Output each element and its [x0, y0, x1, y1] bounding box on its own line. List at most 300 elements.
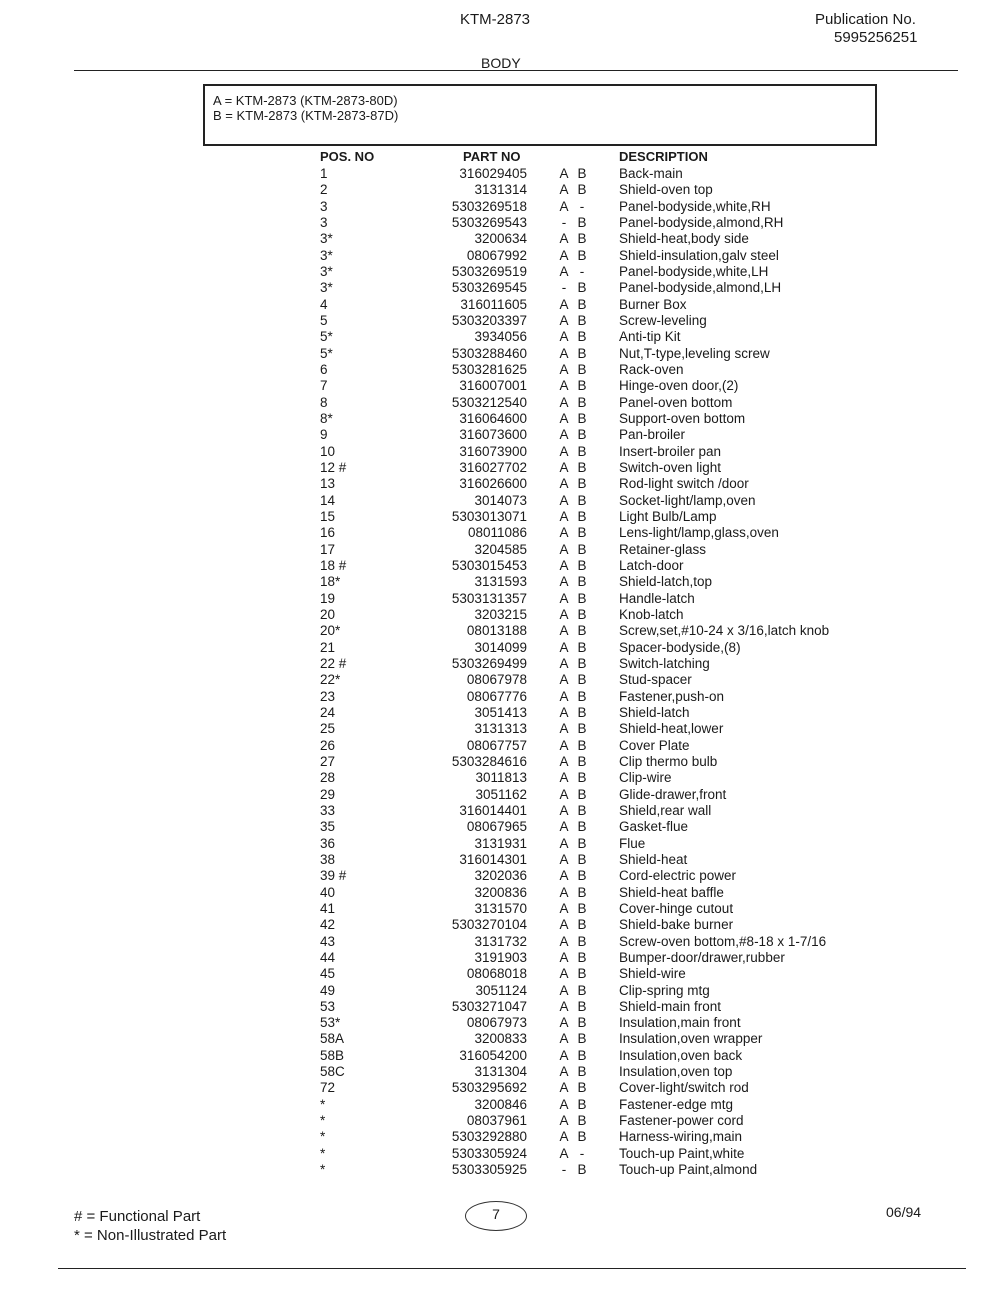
cell-model-b: - — [579, 263, 585, 279]
cell-description: Shield-heat baffle — [619, 884, 724, 900]
cell-model-a: - — [561, 1162, 567, 1178]
cell-pos: 29 — [320, 786, 336, 802]
cell-description: Latch-door — [619, 557, 684, 573]
cell-model-b: B — [577, 998, 587, 1014]
cell-description: Screw,set,#10-24 x 3/16,latch knob — [619, 623, 830, 639]
cell-part-number: 316029405 — [459, 166, 527, 181]
cell-model-b: B — [577, 770, 587, 786]
cell-model-b: B — [577, 443, 587, 459]
cell-model-a: A — [559, 1145, 569, 1161]
cell-part-number: 5303269519 — [451, 263, 527, 279]
cell-description: Rack-oven — [619, 361, 684, 377]
cell-model-b: B — [577, 851, 587, 867]
cell-model-b: B — [577, 541, 587, 557]
cell-description: Socket-light/lamp,oven — [619, 492, 756, 508]
cell-part-number: 3200836 — [474, 884, 527, 900]
cell-description: Stud-spacer — [619, 672, 692, 688]
cell-description: Lens-light/lamp,glass,oven — [619, 525, 779, 541]
cell-part-number: 5303284616 — [451, 753, 527, 769]
cell-description: Clip-wire — [619, 770, 672, 786]
cell-description: Flue — [619, 835, 646, 851]
cell-model-a: A — [559, 1096, 569, 1112]
cell-pos: 58C — [320, 1064, 345, 1080]
table-row — [0, 1048, 1000, 1064]
table-row — [0, 999, 1000, 1015]
cell-model-b: B — [577, 182, 587, 198]
table-row — [0, 264, 1000, 280]
cell-part-number: 5303271047 — [451, 998, 527, 1014]
cell-part-number: 5303288460 — [451, 345, 527, 361]
cell-model-a: A — [559, 819, 569, 835]
cell-part-number: 5303292880 — [451, 1129, 527, 1145]
cell-description: Touch-up Paint,white — [619, 1145, 745, 1161]
cell-pos: 1 — [320, 166, 328, 181]
table-row — [0, 672, 1000, 688]
cell-pos: 43 — [320, 933, 336, 949]
cell-description: Clip-spring mtg — [619, 982, 710, 998]
cell-description: Support-oven bottom — [619, 410, 746, 426]
cell-part-number: 3051162 — [475, 786, 527, 802]
cell-model-a: A — [559, 802, 569, 818]
cell-model-b: B — [577, 476, 587, 492]
cell-description: Panel-bodyside,almond,LH — [619, 280, 782, 296]
cell-pos: * — [320, 1162, 326, 1178]
cell-description: Insulation,oven wrapper — [619, 1031, 763, 1047]
table-row — [0, 444, 1000, 460]
cell-model-b: B — [577, 704, 587, 720]
cell-part-number: 5303269518 — [451, 198, 527, 214]
column-header-pos: POS. NO — [320, 149, 375, 164]
cell-part-number: 08011086 — [467, 525, 527, 541]
functional-part-note: # = Functional Part — [74, 1208, 201, 1225]
cell-model-a: A — [559, 672, 569, 688]
cell-pos: 2 — [320, 182, 328, 198]
column-header-description: DESCRIPTION — [619, 149, 708, 164]
cell-model-a: A — [559, 1031, 569, 1047]
cell-pos: 17 — [320, 541, 336, 557]
cell-description: Shield-wire — [619, 966, 686, 982]
legend-line-b: B = KTM-2873 (KTM-2873-87D) — [213, 108, 399, 123]
cell-model-a: A — [559, 476, 569, 492]
table-row — [0, 1146, 1000, 1162]
cell-model-a: A — [559, 900, 569, 916]
cell-description: Insulation,oven top — [619, 1064, 733, 1080]
cell-description: Retainer-glass — [619, 541, 707, 557]
cell-model-b: B — [577, 1031, 587, 1047]
table-row — [0, 591, 1000, 607]
cell-description: Handle-latch — [619, 590, 695, 606]
cell-description: Screw-oven bottom,#8-18 x 1-7/16 — [619, 933, 827, 949]
cell-model-b: B — [577, 1064, 587, 1080]
table-row — [0, 1097, 1000, 1113]
cell-part-number: 316026600 — [459, 476, 527, 492]
cell-pos: 40 — [320, 884, 336, 900]
column-header-part: PART NO — [463, 149, 521, 164]
cell-part-number: 3200846 — [474, 1096, 527, 1112]
cell-model-b: B — [577, 378, 587, 394]
cell-pos: 21 — [320, 639, 336, 655]
cell-model-a: A — [559, 835, 569, 851]
cell-part-number: 5303269499 — [451, 655, 527, 671]
cell-model-b: B — [577, 361, 587, 377]
cell-pos: 3 — [320, 214, 328, 230]
cell-part-number: 3131593 — [474, 574, 527, 590]
cell-pos: 6 — [320, 361, 328, 377]
table-row — [0, 787, 1000, 803]
table-row — [0, 1015, 1000, 1031]
cell-model-a: A — [559, 525, 569, 541]
cell-description: Pan-broiler — [619, 427, 686, 443]
table-row — [0, 705, 1000, 721]
cell-description: Fastener-power cord — [619, 1113, 744, 1129]
table-row — [0, 983, 1000, 999]
cell-model-a: A — [559, 182, 569, 198]
cell-part-number: 08037961 — [466, 1113, 527, 1129]
table-row — [0, 509, 1000, 525]
cell-model-b: B — [577, 166, 587, 181]
non-illustrated-part-note: * = Non-Illustrated Part — [74, 1227, 227, 1244]
cell-part-number: 3934056 — [474, 329, 527, 345]
cell-model-a: A — [559, 786, 569, 802]
cell-model-a: A — [559, 312, 569, 328]
cell-model-b: B — [577, 737, 587, 753]
cell-pos: 44 — [320, 949, 336, 965]
cell-part-number: 5303269545 — [451, 280, 527, 296]
cell-part-number: 08067757 — [466, 737, 527, 753]
cell-description: Panel-bodyside,white,RH — [619, 198, 771, 214]
cell-description: Shield,rear wall — [619, 802, 712, 818]
cell-pos: 20* — [320, 623, 341, 639]
cell-part-number: 316064600 — [459, 410, 527, 426]
cell-pos: 3* — [320, 280, 333, 296]
cell-description: Hinge-oven door,(2) — [619, 378, 739, 394]
cell-pos: 8* — [320, 410, 333, 426]
cell-model-b: B — [577, 721, 587, 737]
cell-part-number: 316054200 — [459, 1047, 527, 1063]
cell-model-b: B — [577, 900, 587, 916]
table-row — [0, 166, 1000, 182]
cell-model-b: B — [577, 802, 587, 818]
cell-description: Shield-insulation,galv steel — [619, 247, 779, 263]
cell-model-a: A — [559, 345, 569, 361]
cell-model-b: B — [577, 1113, 587, 1129]
table-row — [0, 689, 1000, 705]
cell-model-b: B — [577, 786, 587, 802]
cell-description: Clip thermo bulb — [619, 753, 718, 769]
cell-pos: 20 — [320, 606, 336, 622]
cell-part-number: 316011605 — [460, 296, 527, 312]
cell-model-b: B — [577, 688, 587, 704]
cell-model-a: A — [559, 459, 569, 475]
cell-model-a: A — [559, 884, 569, 900]
cell-model-a: A — [559, 1064, 569, 1080]
cell-pos: 53* — [320, 1015, 341, 1031]
cell-part-number: 3203215 — [474, 606, 527, 622]
cell-model-a: A — [559, 721, 569, 737]
cell-description: Cord-electric power — [619, 868, 737, 884]
cell-description: Back-main — [619, 166, 683, 181]
cell-part-number: 316014401 — [459, 802, 527, 818]
cell-part-number: 3131570 — [474, 900, 527, 916]
cell-model-b: B — [577, 1096, 587, 1112]
table-row — [0, 427, 1000, 443]
cell-model-a: A — [559, 982, 569, 998]
cell-part-number: 316073600 — [459, 427, 527, 443]
cell-model-b: B — [577, 672, 587, 688]
cell-description: Cover-hinge cutout — [619, 900, 734, 916]
cell-pos: 22* — [320, 672, 341, 688]
cell-pos: 4 — [320, 296, 328, 312]
cell-description: Shield-oven top — [619, 182, 713, 198]
cell-model-b: B — [577, 655, 587, 671]
cell-part-number: 5303013071 — [451, 508, 527, 524]
cell-part-number: 5303015453 — [451, 557, 527, 573]
table-row — [0, 558, 1000, 574]
cell-description: Switch-latching — [619, 655, 710, 671]
cell-model-a: - — [561, 280, 567, 296]
page-number: 7 — [492, 1206, 500, 1222]
cell-pos: 41 — [320, 900, 336, 916]
table-row — [0, 493, 1000, 509]
cell-description: Insulation,oven back — [619, 1047, 743, 1063]
cell-part-number: 3191903 — [474, 949, 527, 965]
cell-pos: 25 — [320, 721, 336, 737]
table-row — [0, 950, 1000, 966]
cell-description: Light Bulb/Lamp — [619, 508, 717, 524]
cell-model-b: - — [579, 1145, 585, 1161]
cell-pos: 18* — [320, 574, 341, 590]
cell-model-b: B — [577, 1129, 587, 1145]
cell-model-a: A — [559, 704, 569, 720]
cell-model-b: B — [577, 296, 587, 312]
cell-model-a: A — [559, 1080, 569, 1096]
cell-pos: 36 — [320, 835, 336, 851]
table-row — [0, 297, 1000, 313]
cell-description: Harness-wiring,main — [619, 1129, 743, 1145]
table-row — [0, 754, 1000, 770]
cell-pos: 18 # — [320, 557, 347, 573]
cell-part-number: 08067973 — [466, 1015, 527, 1031]
table-row — [0, 803, 1000, 819]
cell-model-a: A — [559, 492, 569, 508]
cell-model-a: A — [559, 508, 569, 524]
cell-description: Shield-main front — [619, 998, 722, 1014]
cell-model-a: A — [559, 361, 569, 377]
publication-number: 5995256251 — [834, 29, 918, 46]
cell-model-b: B — [577, 1162, 587, 1178]
cell-part-number: 5303281625 — [451, 361, 527, 377]
cell-description: Bumper-door/drawer,rubber — [619, 949, 785, 965]
cell-part-number: 3014073 — [474, 492, 527, 508]
cell-model-a: A — [559, 868, 569, 884]
cell-part-number: 08067776 — [466, 688, 527, 704]
table-row — [0, 1031, 1000, 1047]
cell-model-a: A — [559, 1047, 569, 1063]
cell-model-a: A — [559, 737, 569, 753]
cell-model-b: B — [577, 214, 587, 230]
table-row — [0, 1162, 1000, 1178]
cell-description: Cover-light/switch rod — [619, 1080, 749, 1096]
cell-model-b: B — [577, 917, 587, 933]
cell-model-a: A — [559, 231, 569, 247]
cell-part-number: 5303212540 — [451, 394, 527, 410]
cell-part-number: 08067965 — [466, 819, 527, 835]
cell-model-b: B — [577, 835, 587, 851]
cell-model-a: A — [559, 557, 569, 573]
table-row — [0, 215, 1000, 231]
cell-pos: 22 # — [320, 655, 347, 671]
cell-part-number: 3200634 — [474, 231, 527, 247]
cell-description: Nut,T-type,leveling screw — [619, 345, 770, 361]
cell-model-b: - — [579, 198, 585, 214]
cell-part-number: 08067978 — [466, 672, 527, 688]
footer-legend — [74, 1207, 226, 1245]
cell-model-a: A — [559, 590, 569, 606]
cell-pos: 49 — [320, 982, 336, 998]
cell-part-number: 08067992 — [466, 247, 527, 263]
table-row — [0, 738, 1000, 754]
cell-pos: * — [320, 1096, 326, 1112]
cell-description: Fastener-edge mtg — [619, 1096, 734, 1112]
cell-description: Burner Box — [619, 296, 687, 312]
model-title: KTM-2873 — [460, 11, 531, 28]
cell-pos: 3 — [320, 198, 328, 214]
table-row — [0, 917, 1000, 933]
table-row — [0, 770, 1000, 786]
cell-model-a: A — [559, 1129, 569, 1145]
cell-model-a: A — [559, 623, 569, 639]
cell-model-a: A — [559, 443, 569, 459]
table-row — [0, 574, 1000, 590]
cell-model-b: B — [577, 312, 587, 328]
cell-model-b: B — [577, 982, 587, 998]
cell-pos: 26 — [320, 737, 336, 753]
cell-pos: 53 — [320, 998, 336, 1014]
cell-model-b: B — [577, 231, 587, 247]
cell-pos: 5* — [320, 345, 333, 361]
cell-model-b: B — [577, 1047, 587, 1063]
cell-model-b: B — [577, 557, 587, 573]
cell-description: Rod-light switch /door — [619, 476, 749, 492]
cell-part-number: 3131304 — [474, 1064, 527, 1080]
cell-description: Gasket-flue — [619, 819, 689, 835]
cell-model-a: A — [559, 378, 569, 394]
cell-part-number: 5303131357 — [451, 590, 527, 606]
table-row — [0, 1064, 1000, 1080]
cell-model-a: A — [559, 296, 569, 312]
cell-pos: 38 — [320, 851, 336, 867]
cell-model-b: B — [577, 508, 587, 524]
cell-model-b: B — [577, 1015, 587, 1031]
cell-part-number: 3014099 — [474, 639, 527, 655]
cell-pos: 24 — [320, 704, 336, 720]
cell-description: Cover Plate — [619, 737, 690, 753]
cell-description: Fastener,push-on — [619, 688, 725, 704]
cell-model-b: B — [577, 345, 587, 361]
cell-pos: 9 — [320, 427, 328, 443]
cell-part-number: 5303305925 — [451, 1162, 527, 1178]
cell-pos: 39 # — [320, 868, 347, 884]
cell-model-b: B — [577, 394, 587, 410]
cell-part-number: 316027702 — [459, 459, 527, 475]
cell-pos: 45 — [320, 966, 336, 982]
cell-part-number: 3131314 — [474, 182, 527, 198]
cell-model-a: A — [559, 1015, 569, 1031]
cell-pos: 35 — [320, 819, 336, 835]
cell-part-number: 3131732 — [474, 933, 527, 949]
cell-model-b: B — [577, 410, 587, 426]
publication-label: Publication No. — [815, 11, 916, 28]
cell-part-number: 08068018 — [466, 966, 527, 982]
cell-model-a: A — [559, 639, 569, 655]
cell-model-a: A — [559, 770, 569, 786]
cell-description: Panel-oven bottom — [619, 394, 733, 410]
cell-description: Insert-broiler pan — [619, 443, 722, 459]
cell-model-b: B — [577, 590, 587, 606]
table-row — [0, 525, 1000, 541]
table-row — [0, 395, 1000, 411]
cell-part-number: 5303305924 — [451, 1145, 527, 1161]
cell-description: Shield-latch,top — [619, 574, 713, 590]
cell-part-number: 3051413 — [474, 704, 527, 720]
cell-pos: 28 — [320, 770, 336, 786]
cell-pos: 13 — [320, 476, 336, 492]
cell-pos: 19 — [320, 590, 336, 606]
cell-description: Shield-bake burner — [619, 917, 734, 933]
table-row — [0, 1080, 1000, 1096]
table-row — [0, 966, 1000, 982]
table-row — [0, 901, 1000, 917]
cell-model-b: B — [577, 639, 587, 655]
table-row — [0, 885, 1000, 901]
cell-description: Panel-bodyside,white,LH — [619, 263, 769, 279]
cell-pos: 7 — [320, 378, 328, 394]
table-row — [0, 182, 1000, 198]
cell-description: Spacer-bodyside,(8) — [619, 639, 741, 655]
table-row — [0, 934, 1000, 950]
cell-part-number: 08013188 — [466, 623, 527, 639]
cell-pos: 5 — [320, 312, 328, 328]
footer-rule — [58, 1268, 966, 1269]
cell-part-number: 5303295692 — [451, 1080, 527, 1096]
table-row — [0, 329, 1000, 345]
cell-model-b: B — [577, 427, 587, 443]
cell-model-b: B — [577, 623, 587, 639]
table-row — [0, 1113, 1000, 1129]
cell-description: Insulation,main front — [619, 1015, 741, 1031]
cell-pos: 42 — [320, 917, 336, 933]
cell-pos: 58B — [320, 1047, 345, 1063]
cell-model-b: B — [577, 247, 587, 263]
table-row — [0, 231, 1000, 247]
cell-description: Screw-leveling — [619, 312, 707, 328]
cell-part-number: 3200833 — [474, 1031, 527, 1047]
cell-description: Shield-heat,body side — [619, 231, 749, 247]
cell-model-b: B — [577, 933, 587, 949]
cell-part-number: 3131931 — [474, 835, 527, 851]
cell-part-number: 3131313 — [474, 721, 527, 737]
table-row — [0, 346, 1000, 362]
cell-pos: 10 — [320, 443, 336, 459]
table-row — [0, 280, 1000, 296]
cell-part-number: 3204585 — [474, 541, 527, 557]
cell-pos: 72 — [320, 1080, 336, 1096]
cell-model-a: A — [559, 198, 569, 214]
cell-model-b: B — [577, 459, 587, 475]
table-row — [0, 721, 1000, 737]
cell-model-a: - — [561, 214, 567, 230]
cell-pos: 14 — [320, 492, 336, 508]
